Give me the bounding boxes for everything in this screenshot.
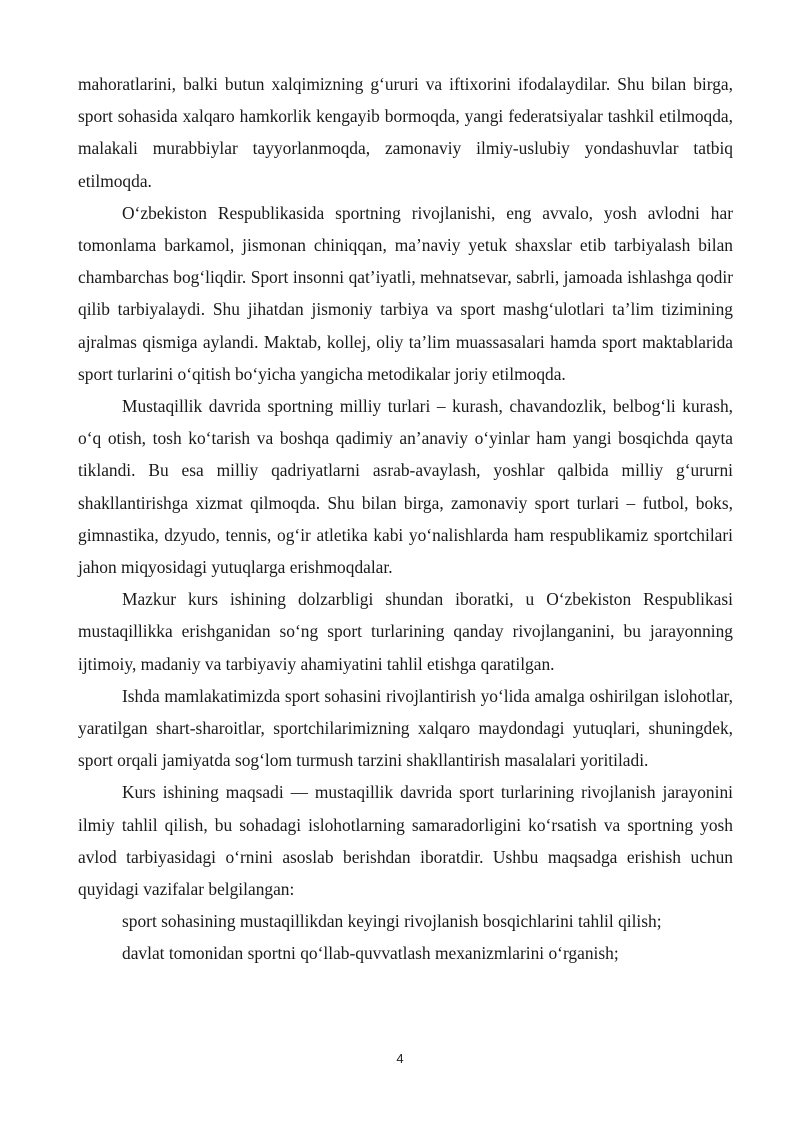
paragraph-6: Kurs ishining maqsadi — mustaqillik davrida sport turlarining rivojlanish jarayonini ilmiy tahlil qilish, bu sohadagi islohotlarning samaradorligini ko‘rsatish va sportning yosh avlod tarbiyasidagi o‘rnini asoslab berishdan iboratdir. Ushbu maqsadga erishish uchun quyidagi vazifalar belgilangan: (78, 782, 733, 900)
task-list-item-2: davlat tomonidan sportni qo‘llab-quvvatlash mexanizmlarini o‘rganish; (122, 943, 619, 964)
paragraph-4: Mazkur kurs ishining dolzarbligi shundan iboratki, u O‘zbekiston Respublikasi mustaqillikka erishganidan so‘ng sport turlarining qanday rivojlanganini, bu jarayonning ijtimoiy, madaniy va tarbiyaviy ahamiyatini tahlil etishga qaratilgan. (78, 589, 733, 674)
paragraph-3: Mustaqillik davrida sportning milliy turlari – kurash, chavandozlik, belbog‘li kurash, o‘q otish, tosh ko‘tarish va boshqa qadimiy an’anaviy o‘yinlar ham yangi bosqichda qayta tiklandi. Bu esa milliy qadriyatlarni asrab-avaylash, yoshlar qalbida milliy g‘ururni shakllantirishga xizmat qilmoqda. Shu bilan birga, zamonaviy sport turlari – futbol, boks, gimnastika, dzyudo, tennis, og‘ir atletika kabi yo‘nalishlarda ham respublikamiz sportchilari jahon miqyosidagi yutuqlarga erishmoqdalar. (78, 396, 733, 578)
paragraph-1: mahoratlarini, balki butun xalqimizning g‘ururi va iftixorini ifodalaydilar. Shu bilan birga, sport sohasida xalqaro hamkorlik kengayib bormoqda, yangi federatsiyalar tashkil etilmoqda, malakali murabbiylar tayyorlanmoqda, zamonaviy ilmiy-uslubiy yondashuvlar tatbiq etilmoqda. (78, 74, 733, 191)
page-number: 4 (396, 1051, 404, 1066)
body-text (78, 68, 733, 970)
task-list-item-1: sport sohasining mustaqillikdan keyingi rivojlanish bosqichlarini tahlil qilish; (122, 911, 662, 932)
paragraph-5: Ishda mamlakatimizda sport sohasini rivojlantirish yo‘lida amalga oshirilgan islohotlar, yaratilgan shart-sharoitlar, sportchilarimizning xalqaro maydondagi yutuqlari, shuningdek, sport orqali jamiyatda sog‘lom turmush tarzini shakllantirish masalalari yoritiladi. (78, 685, 733, 771)
paragraph-2: O‘zbekiston Respublikasida sportning rivojlanishi, eng avvalo, yosh avlodni har tomonlama barkamol, jismonan chiniqqan, ma’naviy yetuk shaxslar etib tarbiyalash bilan chambarchas bog‘liqdir. Sport insonni qat’iyatli, mehnatsevar, sabrli, jamoada ishlashga qodir qilib tarbiyalaydi. Shu jihatdan jismoniy tarbiya va sport mashg‘ulotlari ta’lim tizimining ajralmas qismiga aylandi. Maktab, kollej, oliy ta’lim muassasalari hamda sport maktablarida sport turlarini o‘qitish bo‘yicha yangicha metodikalar joriy etilmoqda. (78, 202, 733, 384)
